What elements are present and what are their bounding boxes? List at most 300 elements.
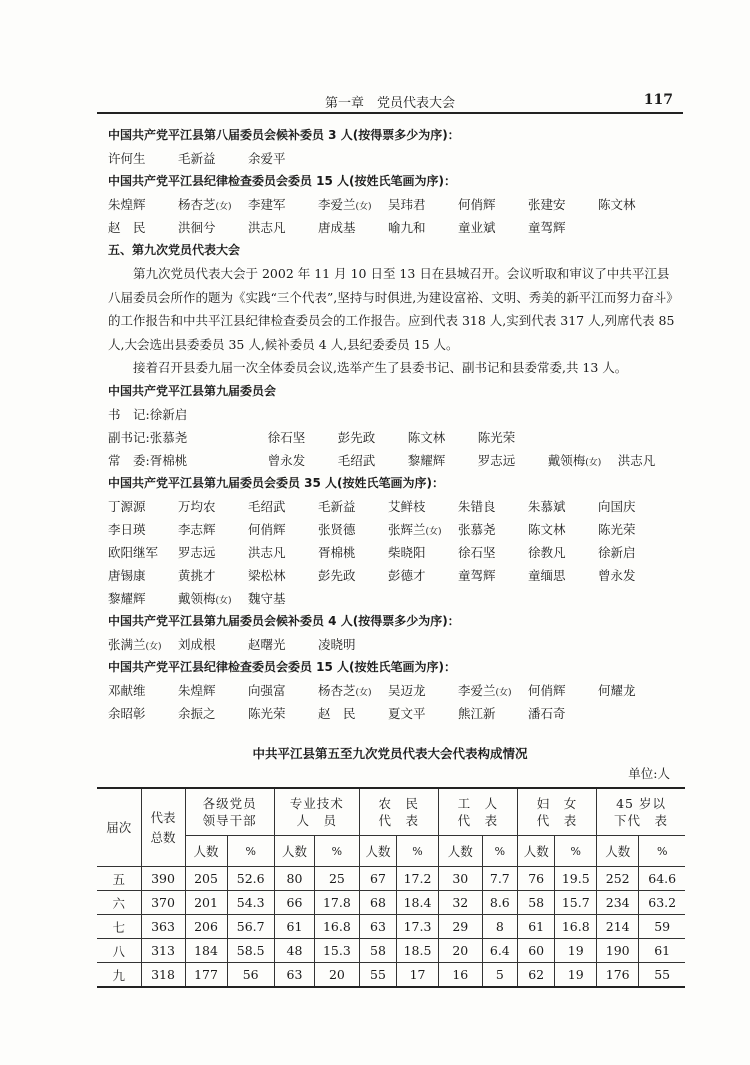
name-row — [108, 147, 678, 170]
name-text: 童驾辉 — [528, 220, 566, 235]
table-row — [97, 963, 685, 988]
person-name — [178, 147, 248, 170]
name-text: 朱错良 — [458, 498, 496, 514]
person-name — [548, 449, 618, 475]
chapter-title: 第一章 党员代表大会 — [324, 96, 455, 111]
table-cell: 8.6 — [482, 891, 517, 915]
name-text: 许何生 — [108, 151, 146, 166]
person-name — [248, 541, 318, 564]
table-cell: 80 — [274, 867, 314, 891]
table-cell: 58 — [359, 939, 397, 963]
person-name — [248, 193, 318, 216]
name-text: 欧阳继军 — [108, 544, 159, 560]
name-text: 吴迈龙 — [388, 682, 426, 698]
name-text: 张慕尧 — [458, 521, 496, 537]
table-cell: 17.8 — [315, 891, 360, 915]
name-text: 张建安 — [528, 197, 566, 212]
name-text: 夏文平 — [388, 705, 426, 721]
name-text: 戴领梅 — [547, 452, 586, 468]
person-name — [150, 426, 268, 449]
name-text: 万均农 — [178, 498, 216, 514]
name-text: 向国庆 — [598, 498, 636, 514]
name-text: 刘成根 — [178, 636, 216, 652]
table-cell: 63 — [274, 963, 314, 988]
person-name — [248, 495, 318, 518]
name-text: 毛新益 — [318, 498, 356, 514]
table-row — [97, 939, 685, 963]
name-text: 熊江新 — [458, 705, 496, 721]
name-text: 洪徊兮 — [178, 220, 216, 235]
table-cell: 18.4 — [397, 891, 439, 915]
table-cell: 252 — [597, 867, 639, 891]
name-text: 徐石坚 — [267, 429, 306, 445]
name-row — [108, 564, 678, 587]
person-name — [598, 193, 668, 216]
person-name — [458, 193, 528, 216]
name-text: 张满兰 — [108, 636, 146, 652]
table-cell: 64.6 — [639, 867, 685, 891]
section-heading: 五、第九次党员代表大会 — [108, 243, 241, 257]
name-text: 李爱兰 — [458, 682, 496, 698]
person-name — [108, 679, 178, 702]
person-name — [178, 541, 248, 564]
table-cell: 八 — [97, 939, 141, 963]
table-cell: 15.3 — [315, 939, 360, 963]
female-mark: (女) — [355, 687, 372, 698]
person-name — [178, 216, 248, 239]
name-text: 徐教凡 — [528, 544, 566, 560]
person-name — [178, 518, 248, 541]
person-name — [478, 426, 548, 449]
col-session: 届次 — [97, 788, 141, 867]
table-cell: 62 — [517, 963, 555, 988]
name-text: 赵曙光 — [248, 636, 286, 652]
name-text: 胥棉桃 — [149, 452, 188, 468]
person-name — [178, 679, 248, 702]
female-mark: (女) — [215, 595, 232, 606]
section-title: 中国共产党平江县第九届委员会候补委员 4 人(按得票多少为序)： — [108, 613, 460, 628]
name-text: 李建军 — [248, 197, 286, 212]
person-name — [388, 495, 458, 518]
person-name — [318, 541, 388, 564]
col-percent: % — [482, 836, 517, 867]
table-cell: 19.5 — [555, 867, 597, 891]
table-cell: 63.2 — [639, 891, 685, 915]
col-percent: % — [315, 836, 360, 867]
name-text: 杨杏芝 — [318, 682, 356, 698]
col-percent: % — [639, 836, 685, 867]
table-cell: 184 — [185, 939, 227, 963]
person-name — [248, 679, 318, 702]
female-mark: (女) — [215, 202, 232, 212]
table-row — [97, 891, 685, 915]
person-name — [528, 495, 598, 518]
name-text: 杨杏芝 — [178, 197, 216, 212]
role-label: 副书记: — [108, 429, 150, 445]
person-name — [388, 679, 458, 702]
name-text: 罗志远 — [178, 544, 216, 560]
name-text: 丁源源 — [108, 498, 146, 514]
section-title: 中国共产党平江县第九届委员会 — [108, 383, 277, 398]
table-cell: 206 — [185, 915, 227, 939]
table-cell: 190 — [597, 939, 639, 963]
name-text: 余爱平 — [248, 151, 286, 166]
name-text: 喻九和 — [388, 220, 426, 235]
table-cell: 16.8 — [555, 915, 597, 939]
name-text: 洪志凡 — [248, 220, 286, 235]
name-text: 彭先政 — [318, 567, 356, 583]
female-mark: (女) — [355, 202, 372, 212]
name-row — [108, 633, 678, 656]
person-name — [408, 426, 478, 449]
name-text: 彭先政 — [337, 429, 376, 445]
name-text: 戴领梅 — [178, 590, 216, 606]
table-cell: 30 — [438, 867, 482, 891]
standing-row — [108, 449, 678, 472]
person-name — [108, 216, 178, 239]
table-cell: 19 — [555, 939, 597, 963]
table-cell: 318 — [141, 963, 185, 988]
table-cell: 20 — [438, 939, 482, 963]
name-text: 潘石奇 — [528, 705, 566, 721]
table-cell: 56 — [227, 963, 274, 988]
name-text: 李志辉 — [178, 521, 216, 537]
name-text: 唐成基 — [318, 220, 356, 235]
table-cell: 56.7 — [227, 915, 274, 939]
name: 徐新启 — [149, 406, 188, 422]
name-text: 胥棉桃 — [318, 544, 356, 560]
table-row — [97, 915, 685, 939]
person-name — [108, 518, 178, 541]
person-name — [458, 216, 528, 239]
secretary-row — [108, 403, 678, 426]
table-cell: 16.8 — [315, 915, 360, 939]
person-name — [248, 147, 318, 170]
person-name — [150, 449, 268, 472]
name-text: 梁松林 — [248, 567, 286, 583]
col-percent: % — [555, 836, 597, 867]
col-group-header: 农 民代 表 — [359, 788, 438, 836]
person-name — [318, 495, 388, 518]
name-text: 彭德才 — [388, 567, 426, 583]
person-name — [458, 564, 528, 587]
role-label: 常 委: — [108, 452, 150, 468]
name-text: 曾永发 — [598, 567, 636, 583]
col-group-header: 工 人代 表 — [438, 788, 517, 836]
name-text: 张辉兰 — [388, 521, 426, 537]
person-name — [248, 564, 318, 587]
section-title: 中国共产党平江县纪律检查委员会委员 15 人(按姓氏笔画为序)： — [108, 174, 457, 188]
table-cell: 25 — [315, 867, 360, 891]
name-text: 黎耀辉 — [407, 452, 446, 468]
person-name — [178, 633, 248, 656]
table-cell: 19 — [555, 963, 597, 988]
name-text: 李爱兰 — [318, 197, 356, 212]
col-count: 人数 — [274, 836, 314, 867]
name-text: 何俏辉 — [528, 682, 566, 698]
female-mark: (女) — [425, 526, 442, 537]
person-name — [618, 449, 688, 472]
person-name — [108, 587, 178, 610]
person-name — [528, 541, 598, 564]
person-name — [388, 564, 458, 587]
table-cell: 61 — [274, 915, 314, 939]
name-row — [108, 193, 678, 216]
section-title: 中国共产党平江县第九届委员会委员 35 人(按姓氏笔画为序)： — [108, 475, 445, 490]
female-mark: (女) — [585, 457, 602, 468]
table-cell: 17.3 — [397, 915, 439, 939]
col-group-header: 妇 女代 表 — [517, 788, 596, 836]
table-cell: 8 — [482, 915, 517, 939]
table-cell: 76 — [517, 867, 555, 891]
person-name — [528, 216, 598, 239]
table-cell: 5 — [482, 963, 517, 988]
table-cell: 177 — [185, 963, 227, 988]
table-cell: 54.3 — [227, 891, 274, 915]
table-cell: 59 — [639, 915, 685, 939]
col-count: 人数 — [185, 836, 227, 867]
col-total — [141, 788, 185, 867]
person-name — [408, 449, 478, 472]
table-cell: 55 — [639, 963, 685, 988]
name-text: 罗志远 — [477, 452, 516, 468]
table-cell: 32 — [438, 891, 482, 915]
person-name — [248, 216, 318, 239]
table-cell: 201 — [185, 891, 227, 915]
name-text: 邓献维 — [108, 682, 146, 698]
name-list — [108, 193, 678, 239]
table-cell: 17.2 — [397, 867, 439, 891]
person-name — [388, 702, 458, 725]
person-name — [248, 702, 318, 725]
table-cell: 15.7 — [555, 891, 597, 915]
name-row — [108, 587, 678, 610]
name-text: 陈光荣 — [477, 429, 516, 445]
table-cell: 52.6 — [227, 867, 274, 891]
name-text: 毛新益 — [178, 151, 216, 166]
name-text: 洪志凡 — [617, 452, 656, 468]
name-text: 毛绍武 — [248, 498, 286, 514]
table-cell: 363 — [141, 915, 185, 939]
table-cell: 313 — [141, 939, 185, 963]
name-text: 魏守基 — [248, 590, 286, 606]
col-count: 人数 — [359, 836, 397, 867]
name-text: 朱煌辉 — [178, 682, 216, 698]
name-text: 艾鲜枝 — [388, 498, 426, 514]
table-cell: 234 — [597, 891, 639, 915]
table-cell: 205 — [185, 867, 227, 891]
name-text: 凌晓明 — [318, 636, 356, 652]
name-text: 曾永发 — [267, 452, 306, 468]
table-cell: 九 — [97, 963, 141, 988]
person-name — [338, 426, 408, 449]
name-text: 陈光荣 — [248, 705, 286, 721]
name-text: 张慕尧 — [149, 429, 188, 445]
person-name — [108, 193, 178, 216]
name-text: 陈文林 — [407, 429, 446, 445]
col-group-header: 各级党员领导干部 — [185, 788, 274, 836]
person-name — [318, 564, 388, 587]
name-text: 陈光荣 — [598, 521, 636, 537]
name-text: 余昭彰 — [108, 705, 146, 721]
name-text: 何耀龙 — [598, 682, 636, 698]
table-cell: 390 — [141, 867, 185, 891]
name-text: 向强富 — [248, 682, 286, 698]
page-body — [108, 124, 678, 725]
table-cell: 176 — [597, 963, 639, 988]
person-name — [598, 518, 668, 541]
name-text: 唐锡康 — [108, 567, 146, 583]
section-title: 中国共产党平江县第八届委员会候补委员 3 人(按得票多少为序)： — [108, 128, 460, 142]
person-name — [598, 495, 668, 518]
person-name — [108, 495, 178, 518]
female-mark: (女) — [495, 687, 512, 698]
name-text: 赵 民 — [108, 220, 146, 235]
paragraphs — [108, 262, 678, 380]
table-cell: 214 — [597, 915, 639, 939]
table-cell: 16 — [438, 963, 482, 988]
role-label: 书 记: — [108, 406, 150, 422]
person-name — [528, 702, 598, 725]
table-cell: 61 — [517, 915, 555, 939]
name-text: 李日瑛 — [108, 521, 146, 537]
person-name — [458, 702, 528, 725]
name-text: 吴玮君 — [388, 197, 426, 212]
person-name — [178, 564, 248, 587]
person-name — [178, 495, 248, 518]
table-cell: 18.5 — [397, 939, 439, 963]
name-text: 毛绍武 — [337, 452, 376, 468]
person-name — [388, 193, 458, 216]
person-name — [248, 633, 318, 656]
person-name — [108, 564, 178, 587]
table-cell: 6.4 — [482, 939, 517, 963]
running-header — [97, 92, 683, 114]
name-text: 黄挑才 — [178, 567, 216, 583]
col-percent: % — [397, 836, 439, 867]
table-cell: 58 — [517, 891, 555, 915]
person-name — [458, 541, 528, 564]
name-text: 童业斌 — [458, 220, 496, 235]
table-cell: 29 — [438, 915, 482, 939]
table-cell: 370 — [141, 891, 185, 915]
person-name — [338, 449, 408, 472]
person-name — [388, 216, 458, 239]
name-row — [108, 679, 678, 702]
name-row — [108, 541, 678, 564]
person-name — [318, 702, 388, 725]
table-cell: 67 — [359, 867, 397, 891]
person-name — [598, 541, 668, 564]
col-count: 人数 — [517, 836, 555, 867]
name-text: 童驾辉 — [458, 567, 496, 583]
person-name — [108, 702, 178, 725]
person-name — [528, 193, 598, 216]
person-name — [108, 541, 178, 564]
person-name — [528, 518, 598, 541]
name-list — [108, 495, 678, 610]
name-text: 何俏辉 — [458, 197, 496, 212]
name-text: 余振之 — [178, 705, 216, 721]
table-cell: 五 — [97, 867, 141, 891]
table-cell: 48 — [274, 939, 314, 963]
person-name — [248, 587, 318, 610]
deputy-row — [108, 426, 678, 449]
table-row — [97, 867, 685, 891]
person-name — [478, 449, 548, 472]
person-name — [458, 518, 528, 541]
col-count: 人数 — [597, 836, 639, 867]
person-name — [268, 426, 338, 449]
person-name — [318, 216, 388, 239]
person-name — [248, 518, 318, 541]
col-group-header: 专业技术人 员 — [274, 788, 359, 836]
table-title: 中共平江县第五至九次党员代表大会代表构成情况 — [252, 746, 528, 761]
person-name — [528, 564, 598, 587]
page-number: 117 — [643, 92, 673, 108]
col-count: 人数 — [438, 836, 482, 867]
person-name — [268, 449, 338, 472]
table-cell: 20 — [315, 963, 360, 988]
name-text: 朱慕斌 — [528, 498, 566, 514]
person-name — [598, 564, 668, 587]
name-list — [108, 679, 678, 725]
name-text: 洪志凡 — [248, 544, 286, 560]
table-cell: 61 — [639, 939, 685, 963]
name-row — [108, 518, 678, 541]
paragraph: 第九次党员代表大会于 2002 年 11 月 10 日至 13 日在县城召开。会议听取和审议了中共平江县八届委员会所作的题为《实践“三个代表”,坚持与时俱进,为建设富裕、文明、秀美的新平江而努力奋斗》的工作报告和中共平江县纪律检查委员会的工作报告。应到代表 318 人,实到代表 317 人,列席代表 85 人,大会选出县委委员 35 人,候补委员 4 人,县纪委委员 15 人。 — [108, 266, 675, 352]
table-cell: 六 — [97, 891, 141, 915]
table-cell: 66 — [274, 891, 314, 915]
name-text: 徐新启 — [598, 544, 636, 560]
table-cell: 55 — [359, 963, 397, 988]
name-text: 陈文林 — [598, 197, 636, 212]
table-unit: 单位:人 — [628, 766, 670, 781]
table-cell: 58.5 — [227, 939, 274, 963]
table-cell: 七 — [97, 915, 141, 939]
person-name — [318, 518, 388, 541]
name-text: 童缅思 — [528, 567, 566, 583]
person-name — [178, 702, 248, 725]
name-text: 赵 民 — [318, 705, 356, 721]
table-cell: 7.7 — [482, 867, 517, 891]
section-title: 中国共产党平江县纪律检查委员会委员 15 人(按姓氏笔画为序)： — [108, 659, 457, 674]
person-name — [388, 541, 458, 564]
person-name — [458, 495, 528, 518]
col-percent: % — [227, 836, 274, 867]
person-name — [598, 679, 668, 702]
name-row — [108, 495, 678, 518]
name-text: 何俏辉 — [248, 521, 286, 537]
person-name — [108, 147, 178, 170]
col-group-header: 45 岁以下代 表 — [597, 788, 685, 836]
table-cell: 17 — [397, 963, 439, 988]
name-text: 黎耀辉 — [108, 590, 146, 606]
delegate-composition-table — [97, 787, 685, 988]
female-mark: (女) — [145, 641, 162, 652]
name-row — [108, 702, 678, 725]
table-cell: 60 — [517, 939, 555, 963]
table-cell: 68 — [359, 891, 397, 915]
name-text: 朱煌辉 — [108, 197, 146, 212]
name-text: 张贤德 — [318, 521, 356, 537]
person-name — [318, 633, 388, 656]
person-name — [528, 679, 598, 702]
col-total-label: 代表总数 — [150, 809, 176, 845]
name-text: 柴晓阳 — [388, 544, 426, 560]
name-row — [108, 216, 678, 239]
table-cell: 63 — [359, 915, 397, 939]
